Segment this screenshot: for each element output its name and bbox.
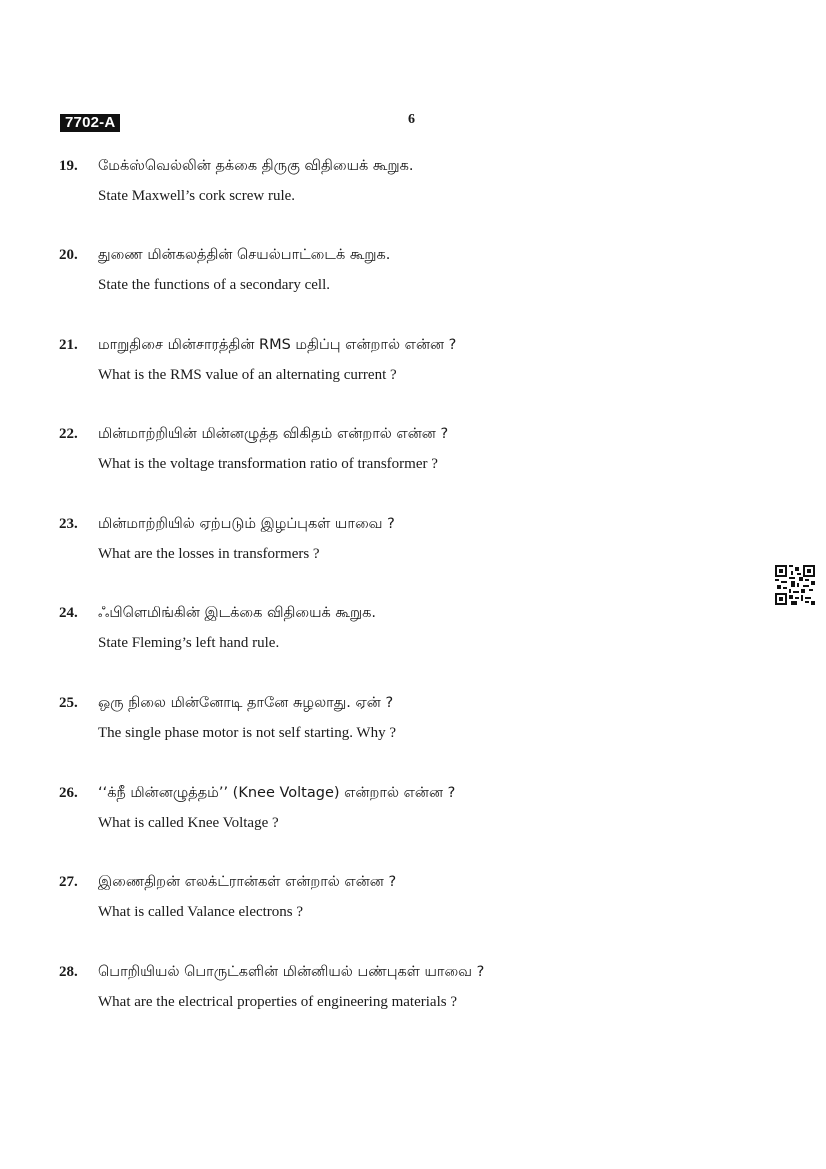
question-english: What is called Knee Voltage ? (98, 815, 279, 831)
question-number: 20. (59, 247, 78, 263)
question-number: 27. (59, 874, 78, 890)
question-english: The single phase motor is not self starting. Why ? (98, 725, 397, 741)
question-english: State Maxwell’s cork screw rule. (98, 188, 296, 204)
question-english: What are the electrical properties of engineering materials ? (98, 994, 457, 1010)
question-tamil: ‘‘க்நீ மின்னழுத்தம்’’ (Knee Voltage) என்றால் என்ன ? (98, 785, 456, 801)
question-number: 22. (59, 426, 78, 442)
question-english: What is the voltage transformation ratio of transformer ? (98, 456, 438, 472)
question-tamil: மின்மாற்றியின் மின்னழுத்த விகிதம் என்றால் என்ன ? (98, 426, 449, 442)
question-tamil: மாறுதிசை மின்சாரத்தின் RMS மதிப்பு என்றால் என்ன ? (98, 337, 457, 353)
question-number: 21. (59, 337, 78, 353)
page-number: 6 (408, 112, 415, 127)
question-number: 19. (59, 158, 78, 174)
question-tamil: துணை மின்கலத்தின் செயல்பாட்டைக் கூறுக. (98, 247, 391, 263)
question-tamil: ஒரு நிலை மின்னோடி தானே சுழலாது. ஏன் ? (98, 695, 394, 711)
question-number: 28. (59, 964, 78, 980)
question-tamil: மேக்ஸ்வெல்லின் தக்கை திருகு விதியைக் கூறுக. (98, 158, 414, 174)
question-tamil: இணைதிறன் எலக்ட்ரான்கள் என்றால் என்ன ? (98, 874, 397, 890)
question-english: What are the losses in transformers ? (98, 546, 320, 562)
question-number: 25. (59, 695, 78, 711)
paper-code-badge: 7702-A (60, 114, 120, 132)
question-number: 24. (59, 605, 78, 621)
question-tamil: மின்மாற்றியில் ஏற்படும் இழப்புகள் யாவை ? (98, 516, 395, 532)
question-english: State Fleming’s left hand rule. (98, 635, 280, 651)
question-number: 23. (59, 516, 78, 532)
question-number: 26. (59, 785, 78, 801)
question-tamil: ஃபிளெமிங்கின் இடக்கை விதியைக் கூறுக. (98, 605, 376, 621)
qr-code-icon (775, 565, 815, 605)
question-english: State the functions of a secondary cell. (98, 277, 331, 293)
question-tamil: பொறியியல் பொருட்களின் மின்னியல் பண்புகள் யாவை ? (98, 964, 485, 980)
question-english: What is the RMS value of an alternating current ? (98, 367, 397, 383)
question-english: What is called Valance electrons ? (98, 904, 304, 920)
